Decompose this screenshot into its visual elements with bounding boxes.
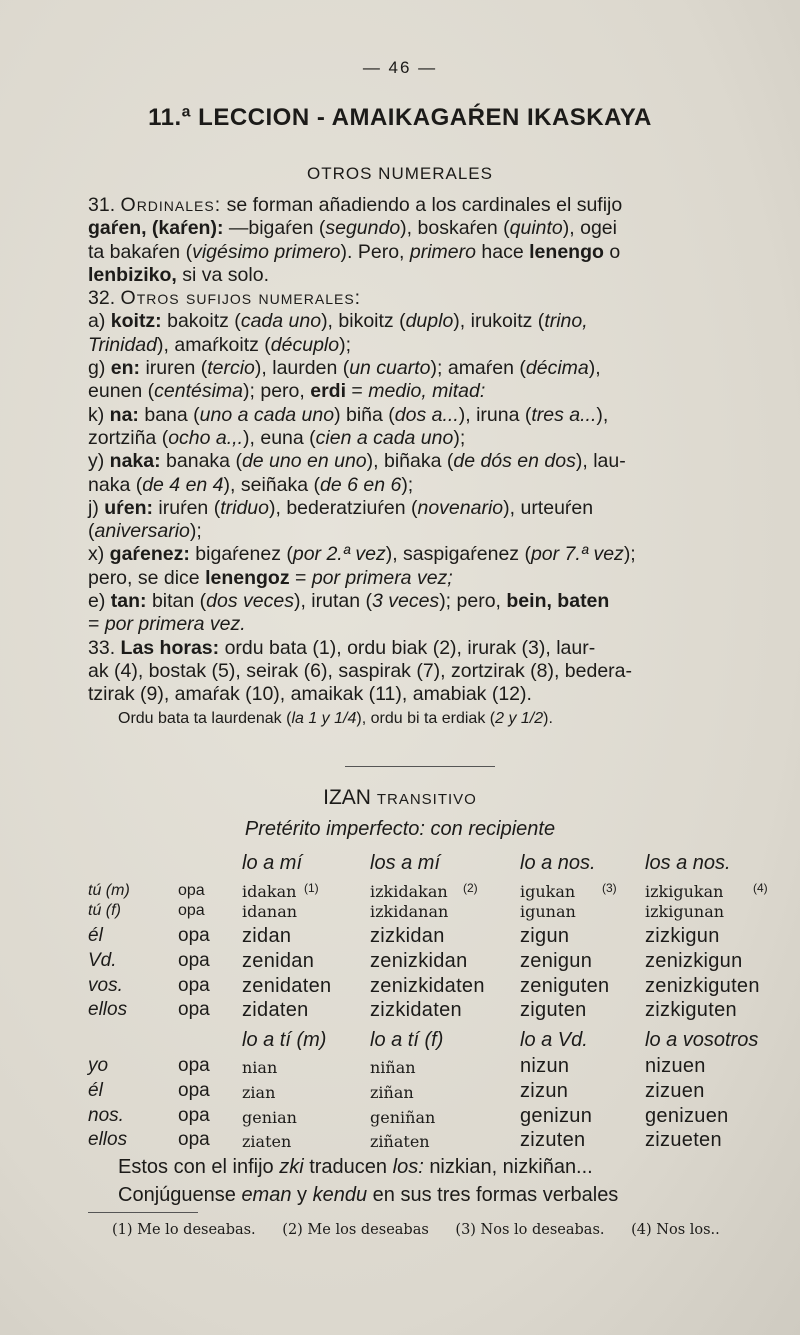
verb-form: zizkidan xyxy=(370,925,445,947)
verb-form: idakan xyxy=(242,882,297,901)
verb-form: izkigukan xyxy=(645,882,724,901)
opa-label: opa xyxy=(178,1129,210,1150)
izan-title: IZAN TRANSITIVO xyxy=(323,786,477,809)
closing-line1: Estos con el infijo zki traducen los: nizkian, nizkiñan... xyxy=(118,1156,593,1178)
pronoun-label: vos. xyxy=(88,975,123,996)
verb-form: igunan xyxy=(520,902,576,921)
verb-form: zizuten xyxy=(520,1129,586,1151)
izan-subtitle: Pretérito imperfecto: con recipiente xyxy=(244,818,556,840)
para32-a-line2: Trinidad), amaŕkoitz (décuplo); xyxy=(88,333,352,356)
verb-form: zenigun xyxy=(520,950,593,972)
verb-form: idanan xyxy=(242,902,298,921)
lesson-body xyxy=(88,194,794,730)
lesson-title: 11.ª LECCION - AMAIKAGAŔEN IKASKAYA xyxy=(148,104,652,131)
column-header: los a nos. xyxy=(645,852,731,874)
footnote-4: (4) Nos los.. xyxy=(631,1222,720,1238)
para32-heading: 32. Otros sufijos numerales: xyxy=(88,287,362,310)
pronoun-label: tú (m) xyxy=(88,882,130,899)
para31-line4: lenbiziko, si va solo. xyxy=(88,263,269,286)
verb-form: zizkiguten xyxy=(645,999,737,1021)
verb-form: izkidakan xyxy=(370,882,448,901)
pronoun-label: tú (f) xyxy=(88,902,121,919)
column-header: lo a nos. xyxy=(520,852,596,874)
verb-form: zidaten xyxy=(242,999,309,1021)
column-header: lo a tí (f) xyxy=(370,1029,444,1051)
pronoun-label: él xyxy=(88,925,103,946)
column-header: lo a Vd. xyxy=(520,1029,588,1051)
footnotes xyxy=(112,1222,742,1238)
para32-j-line2: (aniversario); xyxy=(88,520,202,543)
para32-k-line2: zortziña (ocho a.,.), euna (cien a cada uno); xyxy=(88,426,466,449)
para32-a-line1: a) koitz: bakoitz (cada uno), bikoitz (duplo), irukoitz (trino, xyxy=(88,310,588,333)
verb-form: genian xyxy=(242,1108,297,1127)
para32-g-line1: g) en: iruren (tercio), laurden (un cuarto); amaŕen (décima), xyxy=(88,357,601,380)
closing-text xyxy=(118,1153,618,1209)
para32-j-line1: j) uŕen: iruŕen (triduo), bederatziuŕen (novenario), urteuŕen xyxy=(88,496,594,519)
verb-form: nizuen xyxy=(645,1055,706,1077)
page-number: — 46 — xyxy=(362,58,438,77)
verb-form: zenizkidan xyxy=(370,950,468,972)
verb-form: ziñan xyxy=(370,1083,414,1102)
pronoun-label: ellos xyxy=(88,1129,128,1150)
pronoun-label: yo xyxy=(88,1055,109,1076)
verb-form: genizun xyxy=(520,1105,593,1127)
para32-k-line1: k) na: bana (uno a cada uno) biña (dos a...), iruna (tres a...), xyxy=(88,403,609,426)
verb-form: zizun xyxy=(520,1080,569,1102)
verb-form: izkigunan xyxy=(645,902,725,921)
section-divider xyxy=(345,766,495,767)
footnote-ref: (3) xyxy=(602,881,617,895)
verb-form: ziaten xyxy=(242,1132,292,1151)
para31-line3: ta bakaŕen (vigésimo primero). Pero, primero hace lenengo o xyxy=(88,240,621,263)
verb-form: zizuen xyxy=(645,1080,705,1102)
column-header: los a mí xyxy=(370,852,441,874)
verb-form: nian xyxy=(242,1058,278,1077)
verb-form: zenizkiguten xyxy=(645,975,760,997)
para31-line2: gaŕen, (kaŕen): —bigaŕen (segundo), boskaŕen (quinto), ogei xyxy=(88,217,617,240)
column-header: lo a vosotros xyxy=(645,1029,759,1051)
para32-y-line2: naka (de 4 en 4), seiñaka (de 6 en 6); xyxy=(88,473,414,496)
verb-form: zizkigun xyxy=(645,925,720,947)
verb-form: zenidaten xyxy=(242,975,332,997)
footnote-ref: (4) xyxy=(753,881,768,895)
verb-form: zigun xyxy=(520,925,570,947)
opa-label: opa xyxy=(178,925,210,946)
footnote-1: (1) Me lo deseabas. xyxy=(112,1222,256,1238)
pronoun-label: Vd. xyxy=(88,950,117,971)
verb-form: zizkidaten xyxy=(370,999,462,1021)
opa-label: opa xyxy=(178,1080,210,1101)
verb-form: izkidanan xyxy=(370,902,449,921)
para32-e-line1: e) tan: bitan (dos veces), irutan (3 veces); pero, bein, baten xyxy=(88,590,610,613)
verb-form: nizun xyxy=(520,1055,570,1077)
footnote-2: (2) Me los deseabas xyxy=(282,1222,429,1238)
para32-e-line2: = por primera vez. xyxy=(88,613,246,636)
para33-line1: 33. Las horas: ordu bata (1), ordu biak (2), irurak (3), laur- xyxy=(88,636,596,659)
pronoun-label: ellos xyxy=(88,999,128,1020)
pronoun-label: nos. xyxy=(88,1105,124,1126)
para32-x-line1: x) gaŕenez: bigaŕenez (por 2.ª vez), saspigaŕenez (por 7.ª vez); xyxy=(88,543,636,566)
para31-line1: 31. Ordinales: se forman añadiendo a los cardinales el sufijo xyxy=(88,194,623,216)
opa-label: opa xyxy=(178,950,210,971)
footnote-divider xyxy=(88,1212,198,1213)
opa-label: opa xyxy=(178,975,210,996)
verb-form: zian xyxy=(242,1083,276,1102)
opa-label: opa xyxy=(178,1055,210,1076)
pronoun-label: él xyxy=(88,1080,103,1101)
closing-line2: Conjúguense eman y kendu en sus tres formas verbales xyxy=(118,1184,619,1206)
verb-form: ziguten xyxy=(520,999,587,1021)
verb-form: zenidan xyxy=(242,950,315,972)
verb-form: niñan xyxy=(370,1058,416,1077)
verb-form: zidan xyxy=(242,925,292,947)
verb-form: zizueten xyxy=(645,1129,722,1151)
verb-form: zenizkidaten xyxy=(370,975,485,997)
para32-g-line2: eunen (centésima); pero, erdi = medio, mitad: xyxy=(88,380,486,403)
para32-x-line2: pero, se dice lenengoz = por primera vez; xyxy=(88,566,453,589)
section-subtitle: OTROS NUMERALES xyxy=(307,164,493,183)
opa-label: opa xyxy=(178,1105,210,1126)
column-header: lo a tí (m) xyxy=(242,1029,327,1051)
opa-label: opa xyxy=(178,902,205,919)
para32-y-line1: y) naka: banaka (de uno en uno), biñaka (de dós en dos), lau- xyxy=(88,450,626,473)
footnote-3: (3) Nos lo deseabas. xyxy=(455,1222,605,1238)
verb-form: igukan xyxy=(520,882,576,901)
column-header: lo a mí xyxy=(242,852,303,874)
opa-label: opa xyxy=(178,882,205,899)
verb-form: geniñan xyxy=(370,1108,436,1127)
para33-line2: ak (4), bostak (5), seirak (6), saspirak (7), zortzirak (8), bedera- xyxy=(88,659,632,682)
opa-label: opa xyxy=(178,999,210,1020)
verb-form: zenizkigun xyxy=(645,950,743,972)
verb-form: ziñaten xyxy=(370,1132,430,1151)
para33-line3: tzirak (9), amaŕak (10), amaikak (11), amabiak (12). xyxy=(88,683,532,706)
para33-example: Ordu bata ta laurdenak (la 1 y 1/4), ordu bi ta erdiak (2 y 1/2). xyxy=(118,709,553,727)
footnote-ref: (2) xyxy=(463,881,478,895)
verb-form: zeniguten xyxy=(520,975,610,997)
verb-form: genizuen xyxy=(645,1105,729,1127)
footnote-ref: (1) xyxy=(304,881,319,895)
